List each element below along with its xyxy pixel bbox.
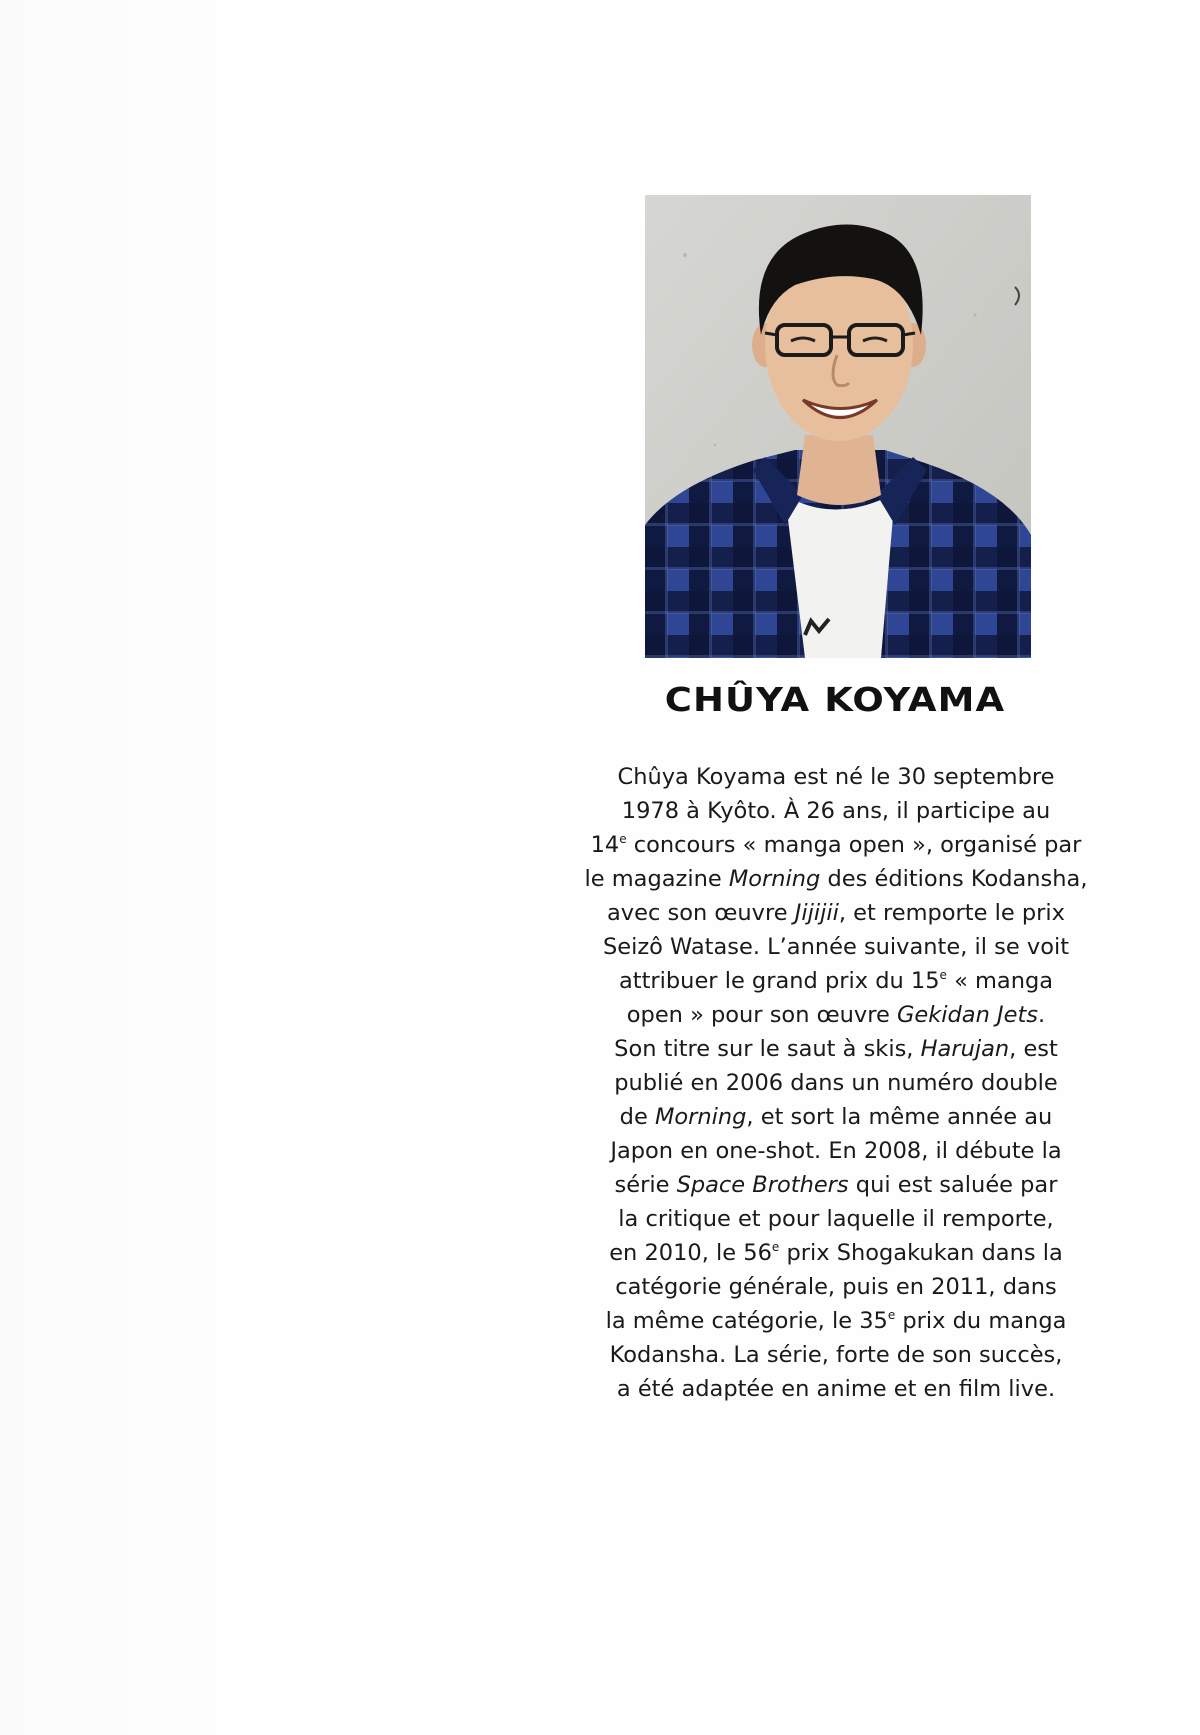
bio-text: Son titre sur le saut à skis, bbox=[614, 1036, 921, 1062]
bio-line bbox=[582, 1338, 1090, 1372]
bio-text: concours « manga open », organisé par bbox=[626, 832, 1082, 858]
author-biography bbox=[582, 760, 1090, 1406]
ordinal-suffix: e bbox=[887, 1308, 896, 1322]
bio-line bbox=[582, 1270, 1090, 1304]
bio-text: prix du manga bbox=[895, 1308, 1067, 1334]
author-portrait-illustration bbox=[645, 195, 1031, 658]
bio-line bbox=[582, 1168, 1090, 1202]
bio-line bbox=[582, 1236, 1090, 1270]
bio-line bbox=[582, 760, 1090, 794]
author-photo bbox=[645, 195, 1031, 658]
bio-text: Kodansha. La série, forte de son succès, bbox=[609, 1342, 1063, 1368]
bio-text: série bbox=[614, 1172, 677, 1198]
bio-line bbox=[582, 998, 1090, 1032]
bio-text: a été adaptée en anime et en film live. bbox=[616, 1376, 1056, 1402]
work-title: Space Brothers bbox=[676, 1172, 849, 1198]
bio-line bbox=[582, 964, 1090, 998]
bio-text: en 2010, le 56 bbox=[609, 1240, 772, 1266]
work-title: Harujan bbox=[920, 1036, 1010, 1062]
bio-text: attribuer le grand prix du 15 bbox=[618, 968, 940, 994]
bio-text: la critique et pour laquelle il remporte, bbox=[618, 1206, 1054, 1232]
bio-line bbox=[582, 794, 1090, 828]
bio-text: « manga bbox=[946, 968, 1054, 994]
bio-text: publié en 2006 dans un numéro double bbox=[614, 1070, 1058, 1096]
bio-text: Seizô Watase. L’année suivante, il se voit bbox=[602, 934, 1070, 960]
bio-text: prix Shogakukan dans la bbox=[779, 1240, 1063, 1266]
work-title: Morning bbox=[728, 866, 821, 892]
bio-text: Chûya Koyama est né le 30 septembre bbox=[617, 764, 1055, 790]
ordinal-suffix: e bbox=[939, 968, 947, 982]
bio-line bbox=[582, 1100, 1090, 1134]
bio-line bbox=[582, 1032, 1090, 1066]
bio-text: , et sort la même année au bbox=[746, 1104, 1053, 1130]
bio-text: des éditions Kodansha, bbox=[820, 866, 1088, 892]
bio-text: . bbox=[1038, 1002, 1046, 1028]
work-title: Jijijii bbox=[794, 900, 839, 926]
bio-line bbox=[582, 1304, 1090, 1338]
bio-line bbox=[582, 896, 1090, 930]
bio-text: Japon en one-shot. En 2008, il débute la bbox=[610, 1138, 1062, 1164]
bleed-through-texture bbox=[0, 0, 260, 1735]
bio-text: catégorie générale, puis en 2011, dans bbox=[615, 1274, 1057, 1300]
bio-line bbox=[582, 1066, 1090, 1100]
bio-line bbox=[582, 1372, 1090, 1406]
ordinal-suffix: e bbox=[619, 832, 627, 846]
bio-text: de bbox=[619, 1104, 655, 1130]
bio-line bbox=[582, 828, 1090, 862]
bio-text: la même catégorie, le 35 bbox=[605, 1308, 888, 1334]
bio-line bbox=[582, 1202, 1090, 1236]
bio-text: qui est saluée par bbox=[848, 1172, 1058, 1198]
work-title: Gekidan Jets bbox=[896, 1002, 1039, 1028]
ordinal-suffix: e bbox=[771, 1240, 780, 1254]
author-name: CHÛYA KOYAMA bbox=[664, 680, 1006, 719]
bio-line bbox=[582, 930, 1090, 964]
bio-text: avec son œuvre bbox=[607, 900, 795, 926]
bio-text: le magazine bbox=[584, 866, 729, 892]
bio-line bbox=[582, 862, 1090, 896]
bio-text: open » pour son œuvre bbox=[626, 1002, 897, 1028]
bio-text: , et remporte le prix bbox=[838, 900, 1065, 926]
work-title: Morning bbox=[654, 1104, 747, 1130]
bio-line bbox=[582, 1134, 1090, 1168]
bio-text: 14 bbox=[590, 832, 620, 858]
bio-text: , est bbox=[1009, 1036, 1058, 1062]
bio-text: 1978 à Kyôto. À 26 ans, il participe au bbox=[621, 798, 1051, 824]
